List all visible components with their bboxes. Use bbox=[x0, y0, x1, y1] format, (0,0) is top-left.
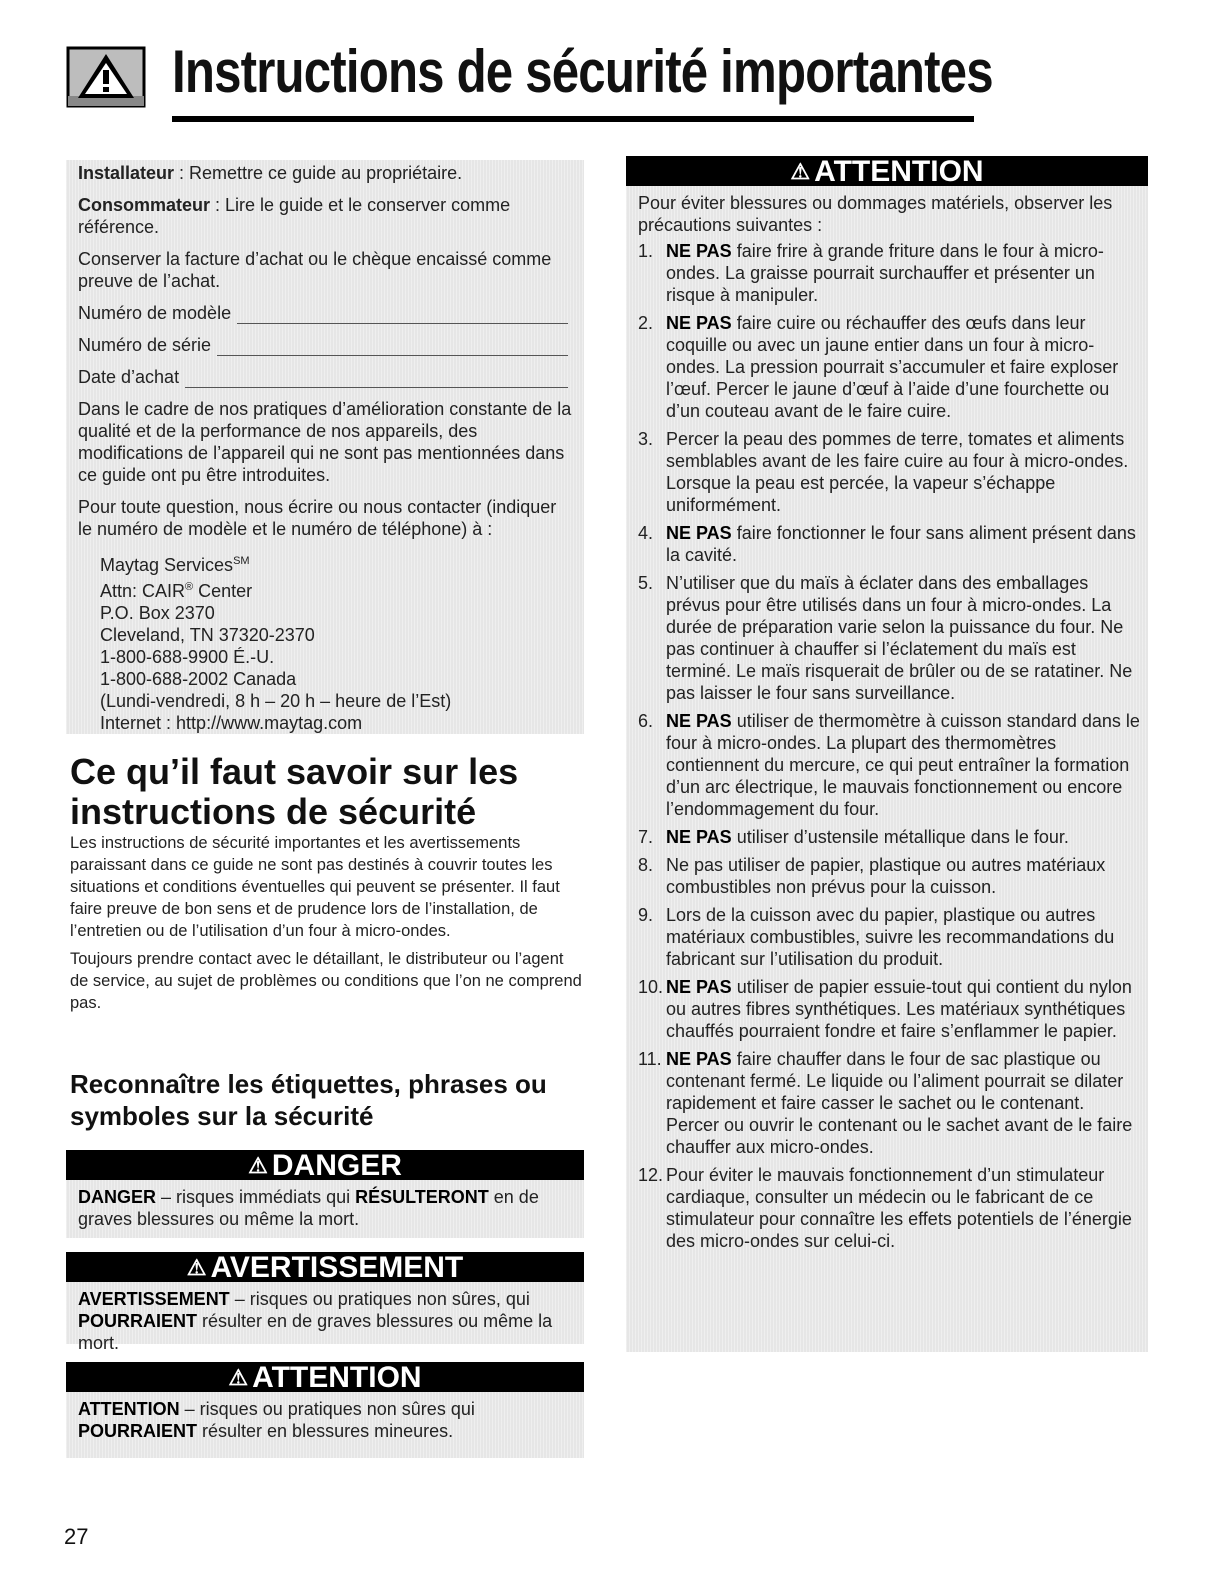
caution-box bbox=[66, 1362, 584, 1458]
precaution-text bbox=[666, 572, 1140, 704]
section-paragraph-1: Les instructions de sécurité importantes et les avertissements paraissant dans ce guide ne sont pas destinés à couvrir toutes les situations et conditions éventuelles qui peuvent se présenter. Il faut faire preuve de bon sens et de prudence lors de l’installation, de l’entretien ou de l’utilisation d’un four à micro-ondes. bbox=[70, 834, 560, 940]
precaution-keyword: NE PAS bbox=[666, 711, 732, 731]
precaution-number: 12. bbox=[638, 1165, 664, 1185]
precaution-body: faire chauffer dans le four de sac plastique ou contenant fermé. Le liquide ou l’aliment pourrait se dilater rapidement et faire casser le sachet ou le contenant. Percer ou ouvrir le contenant ou le sachet avant de le faire chauffer aux micro-ondes. bbox=[666, 1049, 1133, 1157]
precaution-text bbox=[666, 1164, 1140, 1252]
address-line-4: Cleveland, TN 37320-2370 bbox=[100, 625, 315, 645]
installer-text: : Remettre ce guide au propriétaire. bbox=[174, 163, 463, 183]
precaution-item bbox=[638, 312, 1140, 422]
website: Internet : http://www.maytag.com bbox=[100, 713, 363, 733]
model-number-line bbox=[78, 302, 574, 324]
attention-panel-header bbox=[626, 156, 1148, 186]
precaution-text bbox=[666, 312, 1140, 422]
section-body bbox=[70, 832, 586, 1020]
precaution-text bbox=[666, 522, 1140, 566]
installer-label: Installateur bbox=[78, 163, 175, 183]
section-title: Ce qu’il faut savoir sur les instructions de sécurité bbox=[70, 751, 519, 832]
precaution-text bbox=[666, 904, 1140, 970]
warning-header-label: AVERTISSEMENT bbox=[210, 1251, 464, 1284]
precaution-number: 8. bbox=[638, 855, 654, 875]
precaution-body: faire fonctionner le four sans aliment présent dans la cavité. bbox=[666, 523, 1136, 565]
purchase-date-blank bbox=[185, 373, 568, 388]
precaution-number: 5. bbox=[638, 573, 654, 593]
model-number-blank bbox=[237, 309, 568, 324]
warning-text-1: – risques ou pratiques non sûres, qui bbox=[229, 1289, 530, 1309]
attention-panel-header-label: ATTENTION bbox=[814, 155, 984, 188]
precaution-item bbox=[638, 240, 1140, 306]
precaution-body: utiliser d’ustensile métallique dans le four. bbox=[731, 827, 1069, 847]
subsection-title: Reconnaître les étiquettes, phrases ou symboles sur la sécurité bbox=[70, 1069, 547, 1131]
precaution-item bbox=[638, 1164, 1140, 1252]
address-attn-suffix: Center bbox=[193, 581, 253, 601]
precaution-keyword: NE PAS bbox=[666, 827, 732, 847]
warning-triangle-icon: ⚠ bbox=[186, 1255, 207, 1280]
contact-address bbox=[100, 550, 574, 734]
address-line-2 bbox=[100, 576, 574, 602]
caution-header-label: ATTENTION bbox=[252, 1361, 422, 1394]
danger-text bbox=[66, 1180, 584, 1238]
caution-label: ATTENTION bbox=[78, 1399, 180, 1419]
address-company: Maytag Services bbox=[100, 555, 234, 575]
precaution-number: 6. bbox=[638, 711, 654, 731]
precaution-text bbox=[666, 240, 1140, 306]
precaution-body: utiliser de papier essuie-tout qui contient du nylon ou autres fibres synthétiques. Les matériaux synthétiques chauffés pourraient fondre et faire s’enflammer le papier. bbox=[666, 977, 1132, 1041]
address-line-1 bbox=[100, 550, 574, 576]
address-attn: Attn: CAIR bbox=[100, 581, 186, 601]
danger-keyword: RÉSULTERONT bbox=[355, 1187, 489, 1207]
precaution-text bbox=[666, 826, 1140, 848]
service-hours: (Lundi-vendredi, 8 h – 20 h – heure de l’Est) bbox=[100, 691, 452, 711]
precaution-body: faire frire à grande friture dans le four à micro-ondes. La graisse pourrait surchauffer et présenter un risque à manipuler. bbox=[666, 241, 1104, 305]
precaution-number: 7. bbox=[638, 827, 654, 847]
precaution-keyword: NE PAS bbox=[666, 1049, 732, 1069]
danger-text-2: en de graves blessures ou même la mort. bbox=[78, 1187, 539, 1229]
registered-mark: ® bbox=[185, 581, 194, 593]
caution-header bbox=[66, 1362, 584, 1392]
warning-keyword: POURRAIENT bbox=[78, 1311, 198, 1331]
precaution-number: 9. bbox=[638, 905, 654, 925]
caution-text bbox=[66, 1392, 584, 1450]
serial-number-blank bbox=[217, 341, 568, 356]
precaution-number: 3. bbox=[638, 429, 654, 449]
consumer-label: Consommateur bbox=[78, 195, 211, 215]
precaution-number: 4. bbox=[638, 523, 654, 543]
danger-text-1: – risques immédiats qui bbox=[156, 1187, 356, 1207]
consumer-line bbox=[78, 194, 574, 238]
serial-number-label: Numéro de série bbox=[78, 335, 212, 355]
precaution-number: 11. bbox=[638, 1049, 662, 1069]
warning-triangle-icon: ⚠ bbox=[790, 159, 811, 184]
danger-label: DANGER bbox=[78, 1187, 157, 1207]
precaution-text bbox=[666, 976, 1140, 1042]
precaution-keyword: NE PAS bbox=[666, 977, 732, 997]
serial-number-line bbox=[78, 334, 574, 356]
warning-text bbox=[66, 1282, 584, 1362]
precaution-number: 1. bbox=[638, 241, 654, 261]
receipt-text: Conserver la facture d’achat ou le chèque encaissé comme preuve de l’achat. bbox=[78, 249, 552, 291]
precaution-text bbox=[666, 1048, 1140, 1158]
precaution-item bbox=[638, 854, 1140, 898]
precaution-body: faire cuire ou réchauffer des œufs dans leur coquille ou avec un jaune entier dans un four à micro-ondes. La pression pourrait s’accumuler et faire exploser l’œuf. Percer le jaune d’œuf à l’aide d’une fourchette ou d’un couteau avant de le faire cuire. bbox=[666, 313, 1119, 421]
service-mark: SM bbox=[233, 555, 250, 567]
precaution-text bbox=[666, 428, 1140, 516]
purchase-date-label: Date d’achat bbox=[78, 367, 180, 387]
precautions-list bbox=[626, 240, 1148, 1252]
precaution-item bbox=[638, 1048, 1140, 1158]
precaution-item bbox=[638, 976, 1140, 1042]
precaution-item bbox=[638, 710, 1140, 820]
precaution-item bbox=[638, 572, 1140, 704]
precaution-number: 2. bbox=[638, 313, 654, 333]
caution-text-2: résulter en blessures mineures. bbox=[197, 1421, 454, 1441]
precaution-item bbox=[638, 904, 1140, 970]
attention-intro: Pour éviter blessures ou dommages matériels, observer les précautions suivantes : bbox=[638, 193, 1113, 235]
warning-triangle-icon: ⚠ bbox=[248, 1153, 268, 1178]
phone-us: 1-800-688-9900 É.-U. bbox=[100, 647, 275, 667]
improvement-text: Dans le cadre de nos pratiques d’amélioration constante de la qualité et de la performance de nos appareils, des modifications de l’appareil qui ne sont pas mentionnées dans ce guide ont pu être introduites. bbox=[78, 399, 572, 485]
precaution-body: Lors de la cuisson avec du papier, plastique ou autres matériaux combustibles, suivre les recommandations du fabricant sur l’utilisation du produit. bbox=[666, 905, 1115, 969]
installer-line bbox=[78, 162, 574, 184]
attention-precautions-panel bbox=[626, 156, 1148, 1352]
page-title: Instructions de sécurité importantes bbox=[172, 38, 993, 105]
danger-header-label: DANGER bbox=[271, 1149, 402, 1182]
precaution-body: Ne pas utiliser de papier, plastique ou autres matériaux combustibles non prévus pour la cuisson. bbox=[666, 855, 1106, 897]
precaution-item bbox=[638, 428, 1140, 516]
warning-triangle-icon bbox=[66, 46, 146, 108]
purchase-date-line bbox=[78, 366, 574, 388]
precaution-body: Percer la peau des pommes de terre, tomates et aliments semblables avant de les faire cuire au four à micro-ondes. Lorsque la peau est percée, la vapeur s’échappe uniformément. bbox=[666, 429, 1129, 515]
warning-label: AVERTISSEMENT bbox=[78, 1289, 230, 1309]
owner-info-box bbox=[66, 160, 584, 734]
danger-box bbox=[66, 1150, 584, 1238]
phone-canada: 1-800-688-2002 Canada bbox=[100, 669, 297, 689]
precaution-body: utiliser de thermomètre à cuisson standard dans le four à micro-ondes. La plupart des thermomètres contiennent du mercure, ce qui peut entraîner la formation d’un arc électrique, le mauvais fonctionnement ou encore l’endommagement du four. bbox=[666, 711, 1140, 819]
consumer-text: : Lire le guide et le conserver comme référence. bbox=[78, 195, 511, 237]
caution-text-1: – risques ou pratiques non sûres qui bbox=[179, 1399, 475, 1419]
page-number: 27 bbox=[64, 1524, 89, 1549]
precaution-item bbox=[638, 522, 1140, 566]
warning-box bbox=[66, 1251, 584, 1353]
precaution-item bbox=[638, 826, 1140, 848]
warning-triangle-icon: ⚠ bbox=[228, 1365, 249, 1390]
precaution-keyword: NE PAS bbox=[666, 523, 732, 543]
danger-header bbox=[66, 1150, 584, 1180]
precaution-text bbox=[666, 710, 1140, 820]
contact-text: Pour toute question, nous écrire ou nous contacter (indiquer le numéro de modèle et le numéro de téléphone) à : bbox=[78, 497, 557, 539]
model-number-label: Numéro de modèle bbox=[78, 303, 232, 323]
precaution-text bbox=[666, 854, 1140, 898]
title-underline bbox=[172, 116, 974, 122]
address-line-3: P.O. Box 2370 bbox=[100, 603, 215, 623]
precaution-body: N’utiliser que du maïs à éclater dans des emballages prévus pour être utilisés dans un four à micro-ondes. La durée de préparation varie selon la puissance du four. Ne pas continuer à chauffer si l’éclatement du maïs est terminé. Le maïs risquerait de brûler ou de se ratatiner. Ne pas laisser le four sans surveillance. bbox=[666, 573, 1133, 703]
warning-header bbox=[66, 1252, 584, 1282]
caution-keyword: POURRAIENT bbox=[78, 1421, 198, 1441]
warning-text-2: résulter en de graves blessures ou même la mort. bbox=[78, 1311, 553, 1353]
precaution-keyword: NE PAS bbox=[666, 313, 732, 333]
precaution-body: Pour éviter le mauvais fonctionnement d’un stimulateur cardiaque, consulter un médecin ou le fabricant de ce stimulateur pour connaître les effets potentiels de l’énergie des micro-ondes sur celui-ci. bbox=[666, 1165, 1132, 1251]
precaution-number: 10. bbox=[638, 977, 664, 997]
precaution-keyword: NE PAS bbox=[666, 241, 732, 261]
section-paragraph-2: Toujours prendre contact avec le détaillant, le distributeur ou l’agent de service, au sujet de problèmes ou conditions que l’on ne comprend pas. bbox=[70, 950, 582, 1012]
